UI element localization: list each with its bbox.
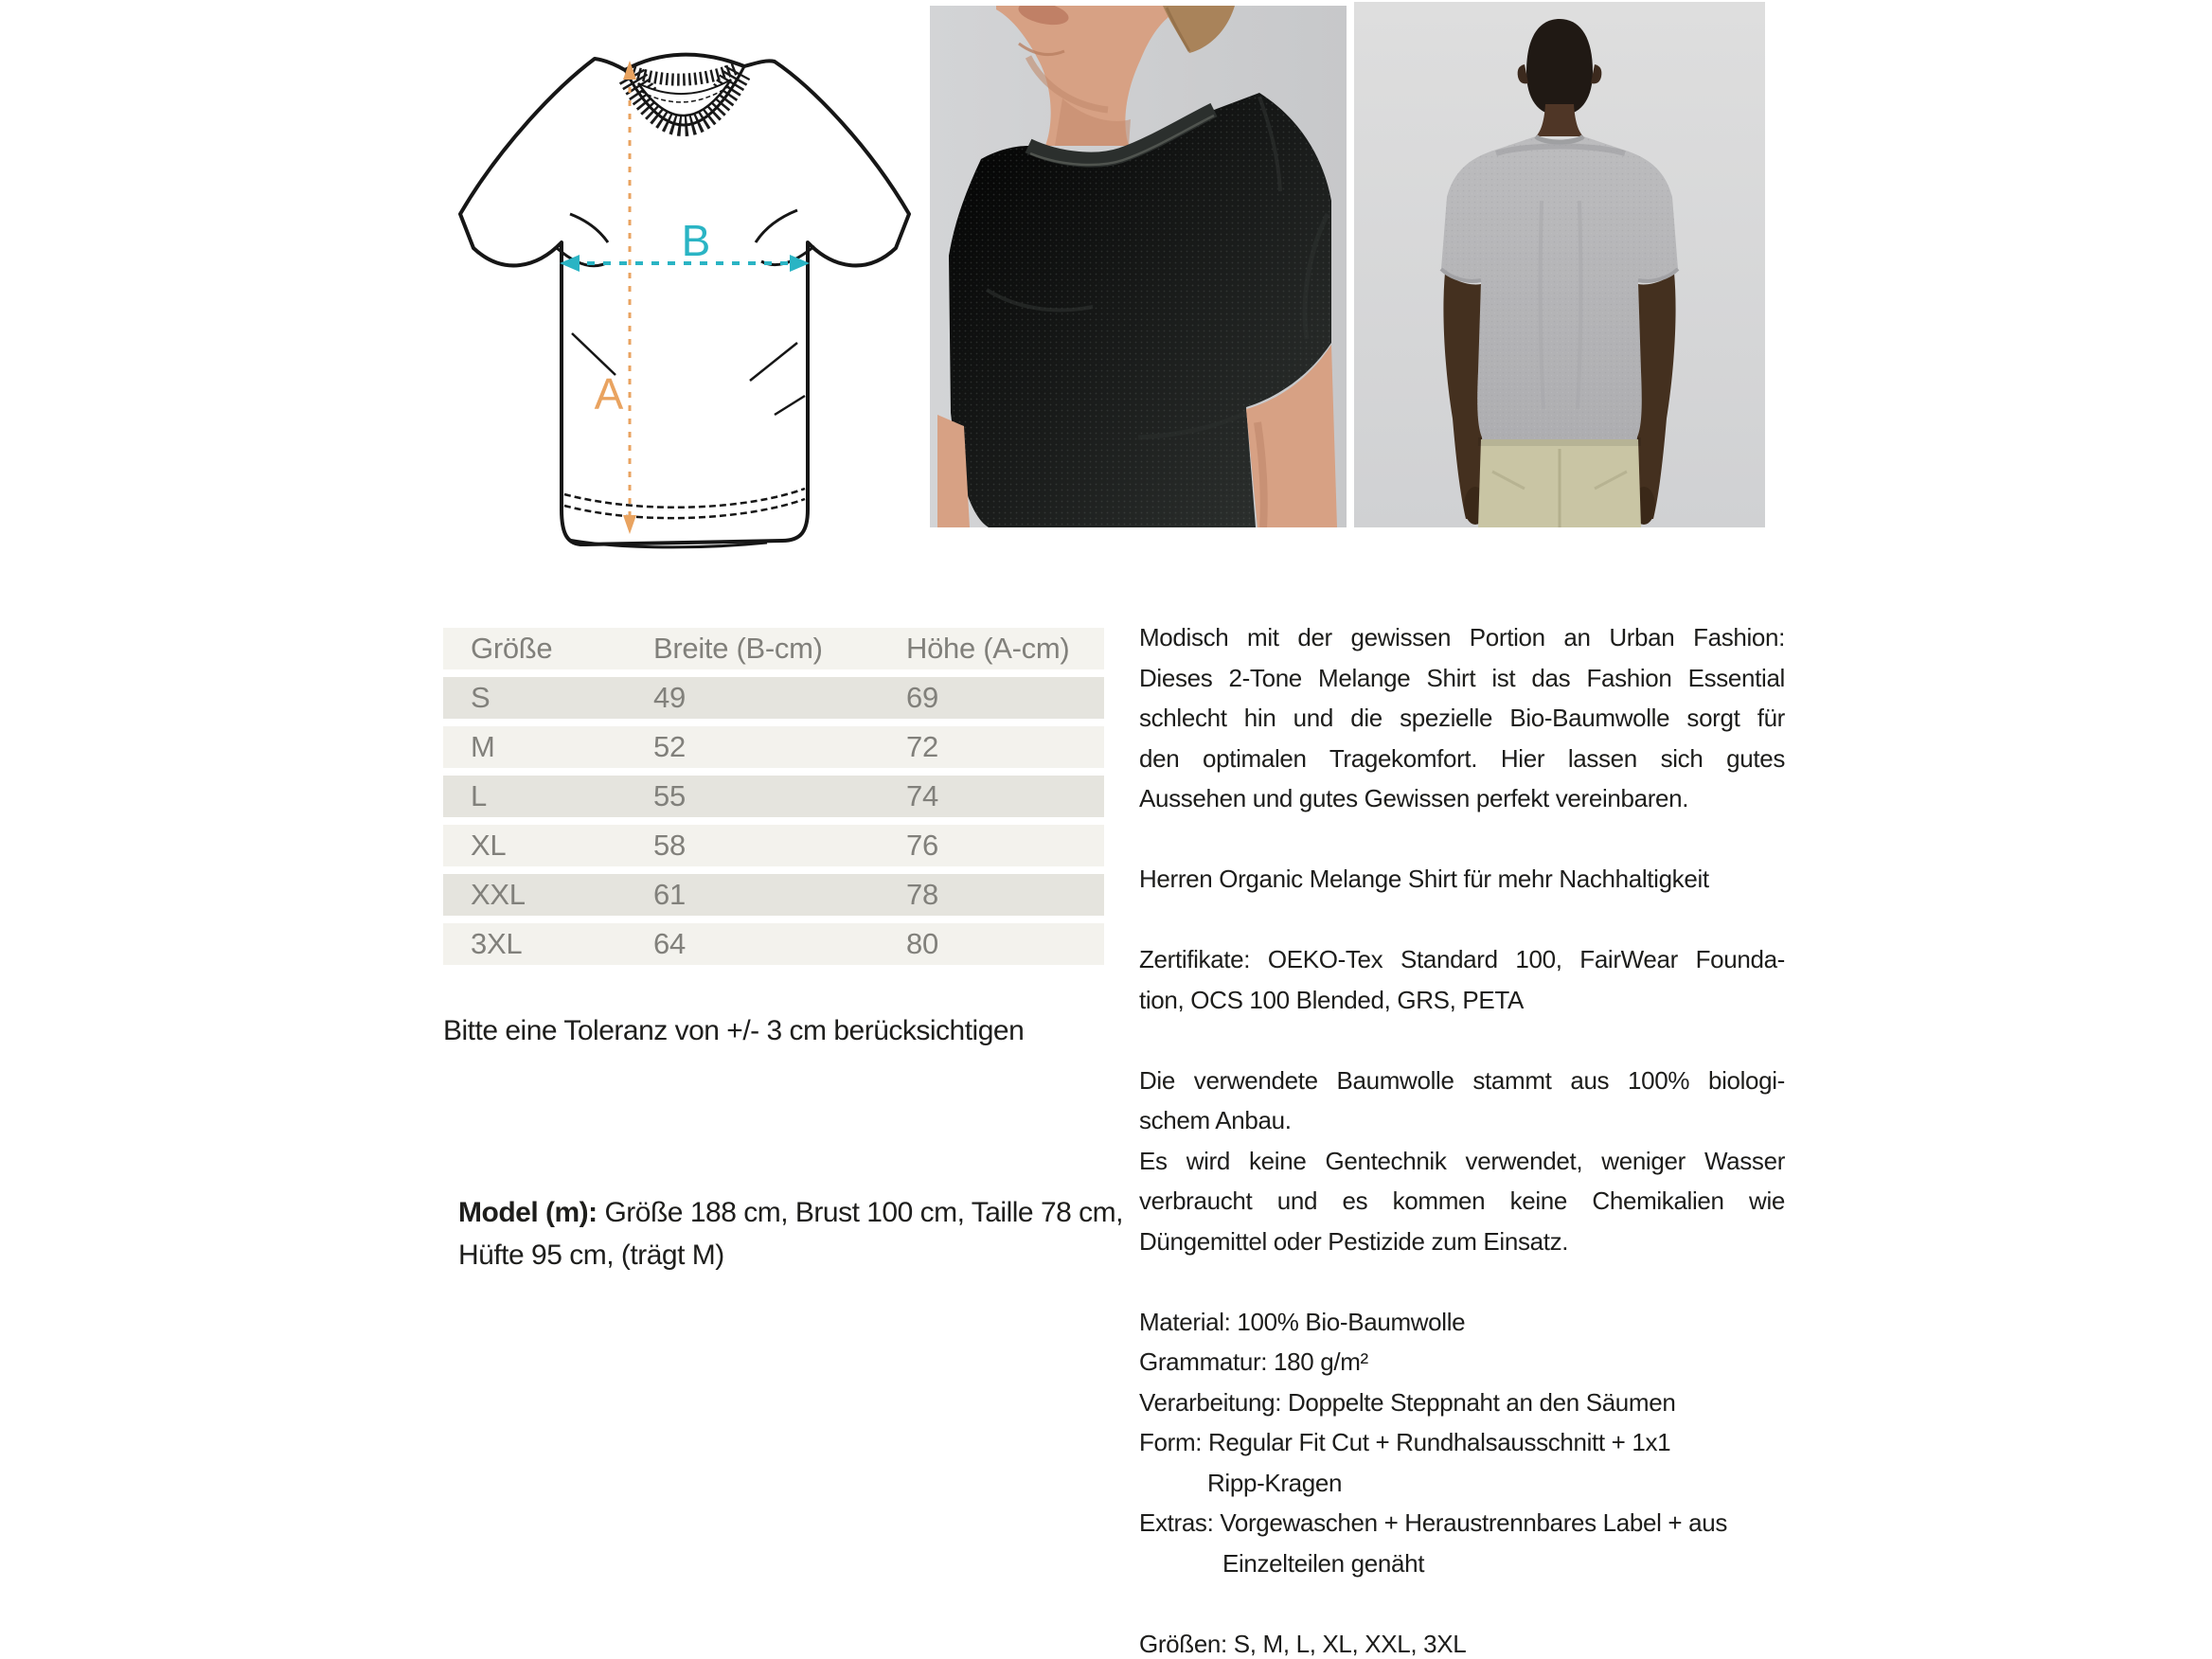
height-cell: 80	[906, 927, 938, 960]
width-cell: 64	[653, 927, 686, 960]
description-line: Dieses 2-Tone Melange Shirt ist das Fashion Essential	[1139, 663, 1785, 692]
description-line: Herren Organic Melange Shirt für mehr Nachhaltigkeit	[1139, 865, 1709, 893]
size-cell: XXL	[471, 878, 526, 911]
size-cell: 3XL	[471, 927, 523, 960]
size-row-xl	[443, 825, 1104, 866]
description-line: schem Anbau.	[1139, 1106, 1292, 1134]
description-line: Modisch mit der gewissen Portion an Urban Fashion:	[1139, 623, 1785, 651]
certificates-paragraph	[1139, 939, 1785, 1020]
spec-form-cont: Ripp-Kragen	[1207, 1468, 1343, 1497]
tshirt-measurement-diagram	[445, 28, 937, 551]
measure-label-b: B	[681, 216, 711, 265]
description-line: verbraucht und es kommen keine Chemikalien wie	[1139, 1186, 1785, 1215]
product-description	[1139, 617, 1785, 1659]
tshirt-line-drawing	[445, 28, 937, 551]
tshirt-outline	[460, 55, 909, 544]
description-line: Die verwendete Baumwolle stammt aus 100% biologi-	[1139, 1065, 1785, 1095]
cotton-paragraph	[1139, 1061, 1785, 1141]
height-cell: 78	[906, 878, 938, 911]
intro-paragraph	[1139, 617, 1785, 819]
column-header-width: Breite (B-cm)	[653, 632, 823, 665]
description-line: Düngemittel oder Pestizide zum Einsatz.	[1139, 1226, 1569, 1256]
size-cell: M	[471, 730, 495, 763]
model2-head	[1526, 19, 1593, 116]
photo-side-view-illustration	[930, 6, 1347, 527]
sustainability-headline	[1139, 859, 1785, 900]
model-label: Model (m):	[458, 1197, 598, 1228]
size-row-m	[443, 726, 1104, 768]
description-line: tion, OCS 100 Blended, GRS, PETA	[1139, 985, 1524, 1014]
size-row-l	[443, 776, 1104, 817]
column-header-height: Höhe (A-cm)	[906, 632, 1070, 665]
size-table	[443, 628, 1104, 972]
spec-grammatur: Grammatur: 180 g/m²	[1139, 1347, 1368, 1376]
description-line: schlecht hin und die spezielle Bio-Baumwolle sorgt für	[1139, 704, 1785, 732]
height-cell: 74	[906, 779, 938, 812]
photo-back-view-illustration	[1354, 2, 1765, 527]
production-paragraph	[1139, 1141, 1785, 1262]
description-line: den optimalen Tragekomfort. Hier lassen sich gutes	[1139, 743, 1785, 773]
product-photo-side-view-dark	[930, 6, 1347, 527]
spec-extras-cont: Einzelteilen genäht	[1222, 1548, 1425, 1578]
model-measurements-note	[458, 1191, 1140, 1276]
model-measurements-line2: Hüfte 95 cm, (trägt M)	[458, 1240, 724, 1271]
size-row-xxl	[443, 874, 1104, 916]
spec-verarbeitung: Verarbeitung: Doppelte Steppnaht an den Säumen	[1139, 1387, 1676, 1417]
width-cell: 49	[653, 681, 686, 714]
size-cell: XL	[471, 829, 507, 862]
description-line: Zertifikate: OEKO-Tex Standard 100, FairWear Founda-	[1139, 945, 1785, 973]
column-header-size: Größe	[471, 632, 553, 665]
model-measurements-line1: Größe 188 cm, Brust 100 cm, Taille 78 cm,	[597, 1197, 1123, 1228]
size-row-3xl	[443, 923, 1104, 965]
size-cell: S	[471, 681, 491, 714]
width-cell: 61	[653, 878, 686, 911]
width-cell: 58	[653, 829, 686, 862]
spec-material: Material: 100% Bio-Baumwolle	[1139, 1307, 1466, 1336]
sizes-available	[1139, 1624, 1785, 1659]
description-line: Größen: S, M, L, XL, XXL, 3XL	[1139, 1629, 1467, 1658]
specs-paragraph	[1139, 1302, 1785, 1584]
height-cell: 72	[906, 730, 938, 763]
spec-extras: Extras: Vorgewaschen + Heraustrennbares Label + aus	[1139, 1508, 1727, 1537]
tolerance-note: Bitte eine Toleranz von +/- 3 cm berücksichtigen	[443, 1015, 1025, 1046]
size-row-s	[443, 677, 1104, 719]
width-cell: 52	[653, 730, 686, 763]
measure-label-a: A	[594, 369, 624, 419]
size-table-header-row	[443, 628, 1104, 669]
spec-form: Form: Regular Fit Cut + Rundhalsausschnitt + 1x1	[1139, 1428, 1671, 1456]
description-line: Aussehen und gutes Gewissen perfekt vereinbaren.	[1139, 784, 1689, 812]
product-photo-back-view-grey	[1354, 2, 1765, 527]
description-line: Es wird keine Gentechnik verwendet, weniger Wasser	[1139, 1146, 1785, 1175]
height-cell: 69	[906, 681, 938, 714]
height-cell: 76	[906, 829, 938, 862]
width-cell: 55	[653, 779, 686, 812]
size-cell: L	[471, 779, 487, 812]
